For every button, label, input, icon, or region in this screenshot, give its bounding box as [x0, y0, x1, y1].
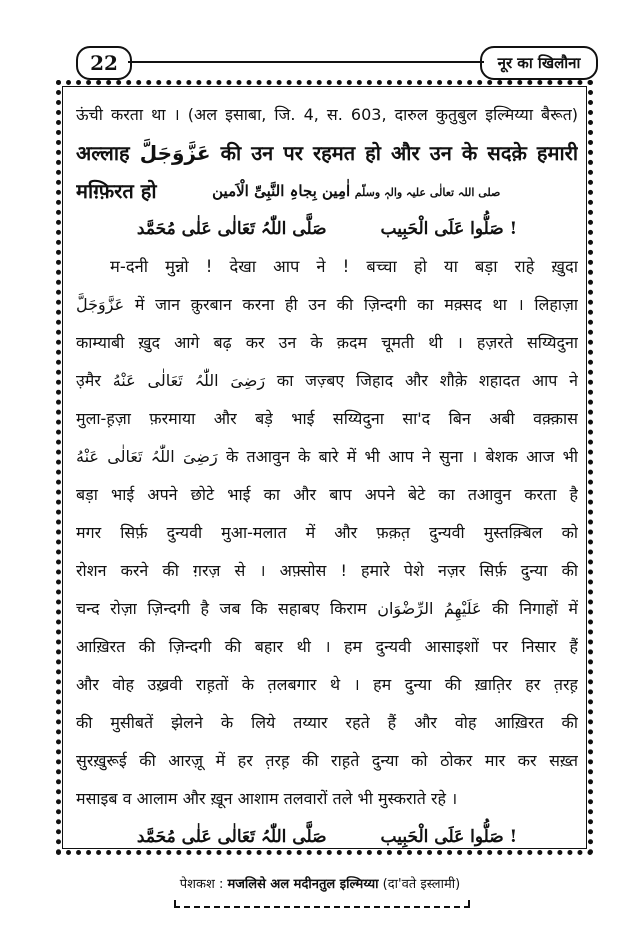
text-line [76, 248, 578, 286]
page-number: 22 [76, 46, 132, 80]
text-line: रोशन करने की ग़रज़ से । अफ़्सोस ! हमारे पेशे नज़र सिर्फ़ दुन्या की [76, 561, 578, 580]
book-title: नूर का खिलौना [480, 46, 598, 80]
text-line: काम्याबी ख़ुद आगे बढ़ कर उन के क़दम चूमती थी । हज़रते सय्यिदुना [76, 333, 578, 352]
text-line: चन्द रोज़ा ज़िन्दगी है जब कि सहाबए किराम عَلَیْهِمُ الرِّضْوَان की निगाहों में [76, 599, 578, 618]
text-line: सुरख़ुरूई की आरज़ू में हर त़रह़ की राह़ते दुन्या को ठोकर मार कर सख़्त [76, 751, 578, 770]
salawat-left: صَلَّی اللّٰہُ تَعَالٰی عَلٰی مُحَمَّد [136, 219, 327, 239]
salawat-left: صَلَّی اللّٰہُ تَعَالٰی عَلٰی مُحَمَّد [136, 827, 327, 847]
footer-label: पेशकश : [179, 877, 224, 892]
dua-arabic-group [212, 172, 500, 210]
spacer [556, 172, 578, 210]
footer-publisher: मजलिसे अल मदीनतुल इल्मिय्या [227, 877, 379, 892]
text-line: मगर सिर्फ़ दुन्यवी मुआ-मलात में और फ़क़त़ दुन्यवी मुस्तक़्बिल को [76, 523, 578, 542]
text-line: आख़िरत की ज़िन्दगी की बहार थी । हम दुन्यवी आसाइशों पर निसार हैं [76, 637, 578, 656]
text-line: अल्लाह عَزَّوَجَلَّ की उन पर रहमत हो और उन के सदक़े हमारी [76, 141, 578, 165]
dua-line [76, 172, 578, 210]
text-line: رَضِیَ اللّٰہُ تَعَالٰی عَنْهُ के तआवुन के बारे में भी आप ने सुना । बेशक आज भी [76, 447, 578, 466]
header-rule [128, 61, 484, 63]
text-line: उ़मैर رَضِیَ اللّٰہُ تَعَالٰی عَنْهُ का जज़्बए जिहाद और शौक़े शहादत आप ने [76, 371, 578, 390]
salawat-right: صَلُّوا عَلَی الْحَبِیب ! [380, 827, 518, 847]
text-line: عَزَّوَجَلَّ में जान क़ुरबान करना ही उन की ज़िन्दगी का मक़्सद था । लिहाज़ा [76, 295, 578, 314]
dua-salutation: صلی اللہ تعالٰی علیہ والہٖ وسلّم [354, 186, 501, 199]
text-line: मुला-ह़ज़ा फ़रमाया और बड़े भाई सय्यिदुना सा'द बिन अबी वक़्क़ास [76, 409, 578, 428]
page-body [76, 96, 578, 856]
salawat-line [76, 818, 578, 856]
text-line: मसाइब व आलाम और ख़ून आशाम तलवारों तले भी मुस्कराते रहे । [76, 789, 458, 808]
footer-credit [160, 873, 480, 897]
footer-org: (दा'वते इस्लामी) [382, 877, 461, 892]
salawat-line [76, 210, 578, 248]
dua-arabic: اٰمِین بِجاہِ النَّبِیِّ الْاَمین [212, 182, 351, 200]
dua-text: मग़्फ़िरत हो [76, 179, 157, 203]
text-line: बड़ा भाई अपने छोटे भाई का और बाप अपने बेटे का तआवुन करता है [76, 485, 578, 504]
text-line: ऊंची करता था । (अल इसाबा, जि. 4, स. 603, दारुल कुतुबुल इल्मिय्या बैरूत) [76, 105, 578, 124]
text-line: की मुसीबतें झेलने के लिये तय्यार रहते हैं और वोह आख़िरत की [76, 713, 578, 732]
text-line: और वोह उख़्रवी राह़तों के त़लबगार थे । हम दुन्या की ख़ात़िर हर त़रह़ [76, 675, 578, 694]
salawat-right: صَلُّوا عَلَی الْحَبِیب ! [380, 219, 518, 239]
paragraph-start: म-दनी मुन्नो ! देखा आप ने ! बच्चा हो या बड़ा राहे ख़ुदा [110, 257, 578, 276]
footer-dashed-rule [174, 900, 470, 908]
